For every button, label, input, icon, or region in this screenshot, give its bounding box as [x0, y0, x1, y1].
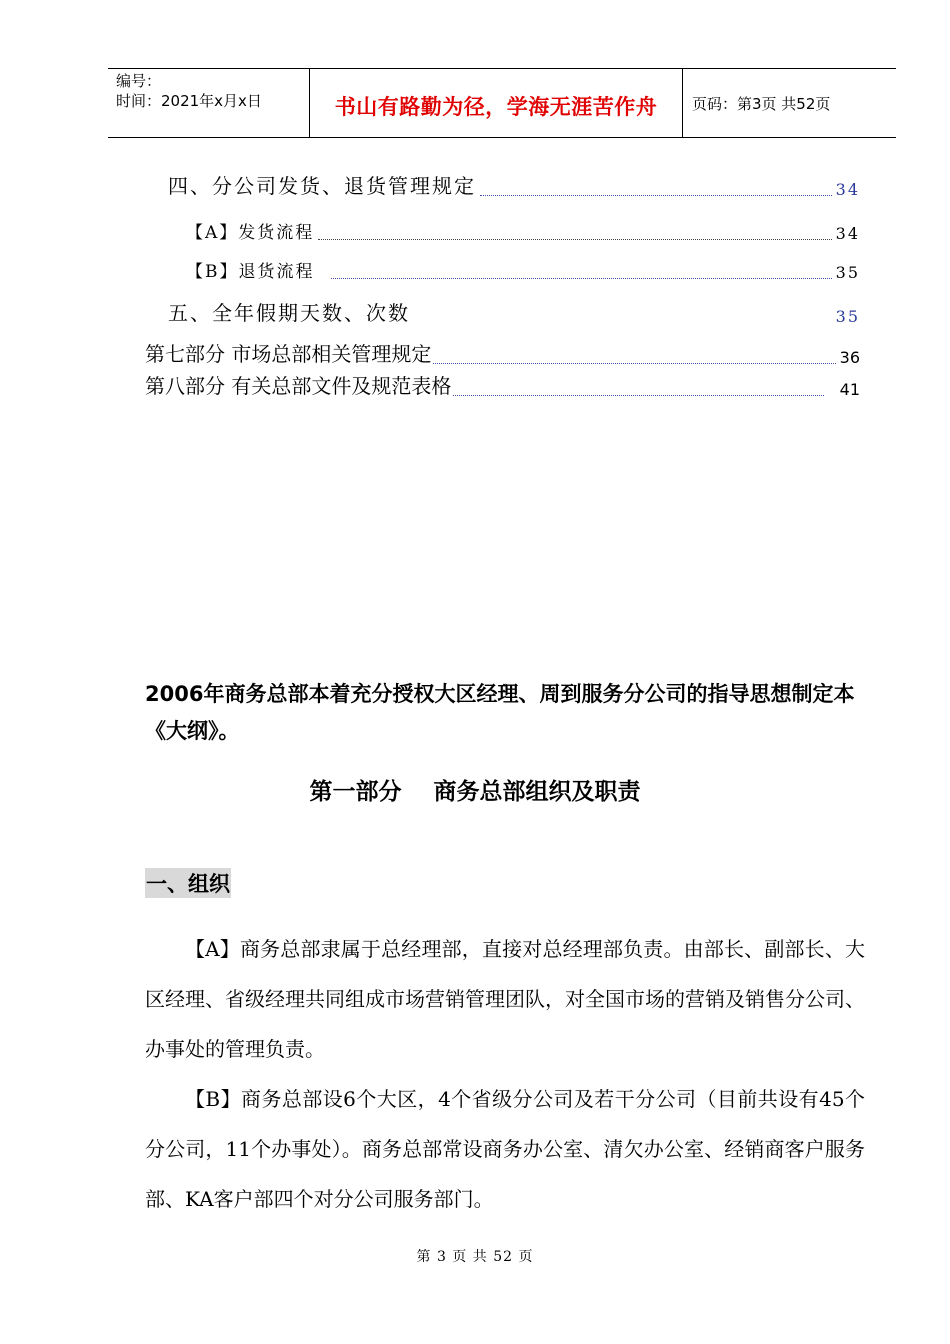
toc-entry-text: 第七部分 市场总部相关管理规定 [145, 342, 432, 366]
page-footer: 第 3 页 共 52 页 [416, 1249, 534, 1265]
toc-page-number: 35 [835, 307, 860, 326]
toc-page-number: 36 [839, 348, 860, 367]
toc-entry-text: 第八部分 有关总部文件及规范表格 [145, 374, 452, 398]
toc-entry[interactable] [168, 297, 860, 326]
header-motto-cell [310, 69, 683, 137]
toc-page-number: 41 [839, 380, 860, 399]
number-label: 编号： [116, 72, 162, 90]
paragraph-b: 【B】商务总部设6个大区，4个省级分公司及若干分公司（目前共设有45个分公司，11个办事处）。商务总部常设商务办公室、清欠办公室、经销商客户服务部、KA客户部四个对分公司服务部门。 [145, 1087, 865, 1211]
toc-entry[interactable] [186, 257, 860, 282]
toc-page-number: 34 [835, 180, 860, 199]
section-heading: 一、组织 [145, 868, 231, 898]
toc-entry-text: 【B】退货流程 [186, 262, 315, 282]
toc-page-number: 35 [835, 263, 860, 282]
toc-entry-text: 五、全年假期天数、次数 [168, 301, 410, 325]
header-page-info: 页码：第3页 共52页 [692, 95, 831, 113]
toc-entry[interactable] [145, 370, 860, 399]
time-label: 时间：2021年x月x日 [116, 92, 262, 110]
toc-entry-text: 【A】发货流程 [186, 223, 315, 243]
toc-leader [414, 322, 832, 323]
toc-leader [453, 394, 823, 396]
part-title: 第一部分 商务总部组织及职责 [309, 779, 641, 805]
toc-entry-text: 四、分公司发货、退货管理规定 [168, 174, 476, 198]
paragraph-a: 【A】商务总部隶属于总经理部，直接对总经理部负责。由部长、副部长、大区经理、省级经理共同组成市场营销管理团队，对全国市场的营销及销售分公司、办事处的管理负责。 [145, 937, 865, 1061]
toc-entry[interactable] [186, 218, 860, 243]
toc-entry[interactable] [168, 170, 860, 199]
intro-paragraph: 2006年商务总部本着充分授权大区经理、周到服务分公司的指导思想制定本《大纲》。 [145, 682, 855, 743]
page-header [108, 68, 896, 138]
toc-entry[interactable] [145, 338, 860, 367]
toc-leader [318, 238, 831, 240]
toc-leader [331, 277, 832, 279]
toc-leader [480, 194, 832, 196]
header-motto: 书山有路勤为径，学海无涯苦作舟 [334, 95, 658, 119]
toc-leader [433, 362, 835, 364]
header-left-cell [108, 69, 310, 137]
toc-page-number: 34 [835, 224, 860, 243]
